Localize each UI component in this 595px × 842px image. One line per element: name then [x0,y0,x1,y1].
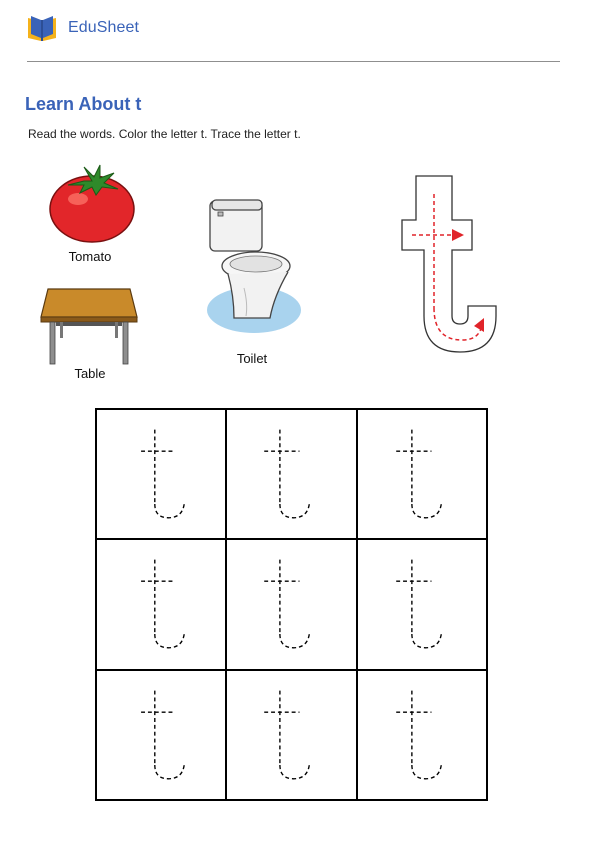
dotted-letter-t-icon [358,540,486,668]
page-title: Learn About t [25,94,142,114]
dotted-letter-t-icon [358,671,486,799]
picture-label-tomato: Tomato [68,249,112,264]
instructions: Read the words. Color the letter t. Trace the letter t. [28,127,301,141]
tracing-cell[interactable] [226,409,356,539]
dotted-letter-t-icon [97,671,225,799]
toilet-icon [204,196,304,336]
letter-t-stroke-guide-icon [398,174,498,356]
open-book-logo-icon [26,12,58,44]
tracing-cell[interactable] [96,670,226,800]
tracing-cell[interactable] [226,539,356,669]
tomato-icon [48,163,136,245]
dotted-letter-t-icon [97,410,225,538]
tracing-cell[interactable] [357,539,487,669]
tracing-cell[interactable] [226,670,356,800]
table-icon [40,287,138,365]
brand-name: EduSheet [68,19,140,36]
picture-label-toilet: Toilet [236,351,268,366]
dotted-letter-t-icon [97,540,225,668]
tracing-cell[interactable] [96,539,226,669]
tracing-cell[interactable] [96,409,226,539]
picture-label-table: Table [74,366,106,381]
dotted-letter-t-icon [227,540,355,668]
tracing-grid [95,408,488,801]
header [26,12,139,44]
dotted-letter-t-icon [227,671,355,799]
tracing-cell[interactable] [357,670,487,800]
tracing-cell[interactable] [357,409,487,539]
dotted-letter-t-icon [358,410,486,538]
header-divider [27,61,560,62]
dotted-letter-t-icon [227,410,355,538]
